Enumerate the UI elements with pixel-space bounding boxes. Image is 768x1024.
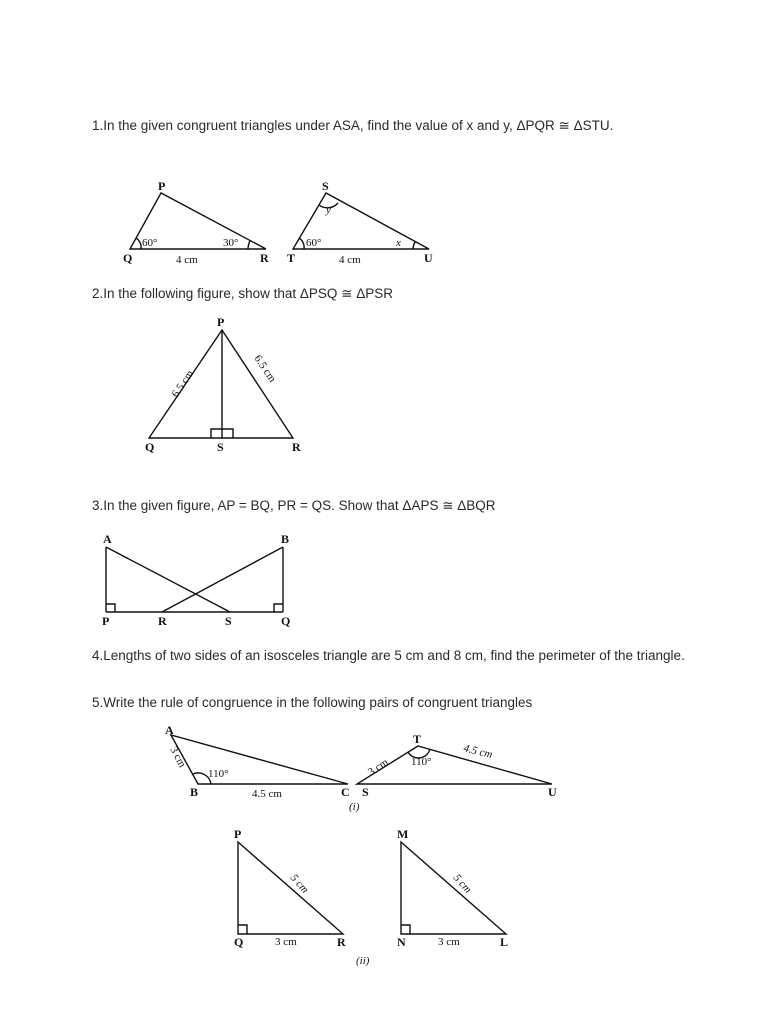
question-2: 2.In the following figure, show that ΔPSQ ≅ ΔPSR xyxy=(92,286,393,301)
angle-r-value: 30° xyxy=(223,237,239,249)
label-q: Q xyxy=(234,935,244,949)
question-5: 5.Write the rule of congruence in the following pairs of congruent triangles xyxy=(92,695,533,710)
label-r: R xyxy=(260,251,269,265)
right-angle-mark-q xyxy=(274,604,283,612)
label-l: L xyxy=(500,935,509,949)
label-a: A xyxy=(165,723,174,737)
question-4: 4.Lengths of two sides of an isosceles triangle are 5 cm and 8 cm, find the perimeter of the triangle. xyxy=(92,648,685,663)
figure-5ii-triangle-pqr xyxy=(234,827,346,949)
label-r: R xyxy=(337,935,346,949)
label-c: C xyxy=(341,785,350,799)
figure-1-triangle-pqr xyxy=(123,179,269,266)
label-s: S xyxy=(217,440,224,454)
right-angle-mark-q xyxy=(238,925,247,934)
angle-u-arc xyxy=(413,242,415,249)
question-3: 3.In the given figure, AP = BQ, PR = QS. Show that ΔAPS ≅ ΔBQR xyxy=(92,498,496,513)
figure-5i-triangle-stu xyxy=(349,732,557,813)
label-t: T xyxy=(413,732,422,746)
label-t: T xyxy=(287,251,296,265)
angle-q-arc xyxy=(136,238,141,249)
figure-1-triangle-stu xyxy=(287,179,433,266)
base-tu-length: 4 cm xyxy=(339,254,361,266)
label-p: P xyxy=(102,614,110,628)
caption-i: (i) xyxy=(349,801,360,813)
angle-t-arc xyxy=(299,238,304,249)
label-b: B xyxy=(190,785,199,799)
label-p: P xyxy=(234,827,242,841)
figure-3-crossed-triangles xyxy=(102,532,290,628)
label-b: B xyxy=(281,532,290,546)
label-s: S xyxy=(322,179,329,193)
hyp-ml-length: 5 cm xyxy=(450,871,474,896)
label-s: S xyxy=(225,614,232,628)
figure-2-triangle-pqr-median xyxy=(145,315,301,454)
label-u: U xyxy=(548,785,557,799)
angle-t-value: 60° xyxy=(306,237,322,249)
angle-q-value: 60° xyxy=(142,237,158,249)
side-pr-length: 6.5 cm xyxy=(251,352,279,385)
triangle-pqr-outline xyxy=(238,842,343,934)
triangle-mnl-outline xyxy=(401,842,506,934)
label-m: M xyxy=(397,827,409,841)
angle-t-value: 110° xyxy=(411,756,432,768)
right-angle-mark-p xyxy=(106,604,115,612)
label-a: A xyxy=(103,532,112,546)
side-tu-length: 4.5 cm xyxy=(462,742,494,762)
label-r: R xyxy=(292,440,301,454)
triangle-outline xyxy=(149,330,293,438)
base-nl-length: 3 cm xyxy=(438,936,460,948)
side-st-length: 3 cm xyxy=(365,756,391,779)
label-p: P xyxy=(217,315,225,329)
label-p: P xyxy=(158,179,166,193)
label-n: N xyxy=(397,935,406,949)
label-u: U xyxy=(424,251,433,265)
caption-ii: (ii) xyxy=(356,955,370,967)
hyp-pr-length: 5 cm xyxy=(287,871,311,896)
segment-as xyxy=(106,547,230,612)
label-q: Q xyxy=(281,614,291,628)
angle-s-value: y xyxy=(326,204,331,216)
triangle-abc-outline xyxy=(171,735,348,784)
angle-u-value: x xyxy=(396,237,401,249)
side-pq-length: 6.5 cm xyxy=(169,368,197,400)
angle-b-value: 110° xyxy=(208,768,229,780)
base-qr-length: 3 cm xyxy=(275,936,297,948)
label-q: Q xyxy=(123,251,133,265)
segment-br xyxy=(162,547,283,612)
label-r: R xyxy=(158,614,167,628)
question-1: 1.In the given congruent triangles under ASA, find the value of x and y, ΔPQR ≅ ΔSTU. xyxy=(92,118,614,133)
side-ab-length: 3 cm xyxy=(167,744,189,770)
label-q: Q xyxy=(145,440,155,454)
base-qr-length: 4 cm xyxy=(176,254,198,266)
side-bc-length: 4.5 cm xyxy=(252,788,282,800)
angle-r-arc xyxy=(248,241,250,249)
figure-5i-triangle-abc xyxy=(165,723,350,800)
figure-5ii-triangle-mnl xyxy=(356,827,508,967)
label-s: S xyxy=(362,785,369,799)
right-angle-mark-n xyxy=(401,925,410,934)
